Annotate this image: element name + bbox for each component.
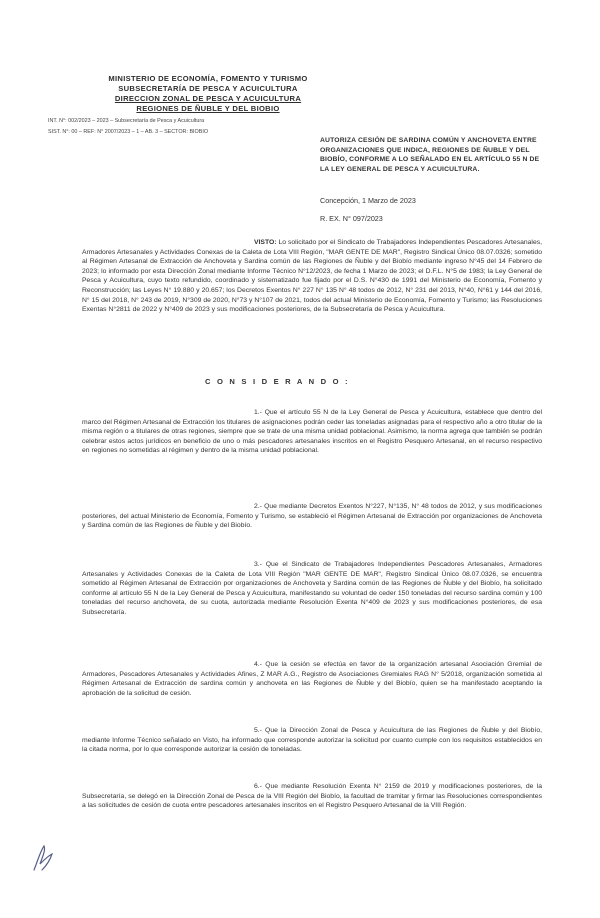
paragraph-text: 6.- Que mediante Resolución Exenta N° 2159 de 2019 y modificaciones posteriores, de la Subsecretaría, se delegó en la Dirección Zonal de Pesca de la VIII Región del Biobío, la facultad de tramitar y firmar las Resoluciones correspondientes a las solicitudes de cesión de cuota entre pescadores artesanales inscritos en el Registro Pesquero Artesanal de la VIII Región.	[82, 783, 542, 810]
letterhead-reference-2: SIST. N°: 00 – REF: N° 2007/2023 – 1 – AB. 3 – SECTOR: BIOBIO	[48, 129, 209, 135]
considerando-paragraph-3	[82, 560, 542, 618]
letterhead	[48, 74, 368, 136]
resolution-date: Concepción, 1 Marzo de 2023	[320, 196, 416, 205]
initials-signature	[30, 840, 58, 874]
resolution-number: R. EX. N° 097/2023	[320, 214, 383, 223]
letterhead-reference-1: INT. N°: 002/2023 – 2023 – Subsecretaría de Pesca y Acuicultura	[48, 118, 205, 124]
considerando-paragraph-6	[82, 782, 542, 811]
paragraph-text: 3.- Que el Sindicato de Trabajadores Independientes Pescadores Artesanales, Armadores Artesanales y Actividades Conexas de la Caleta de Lota VIII Región "MAR GENTE DE MAR", Registro Sindical Único 08.07.0326, se encuentra sometido al Régimen Artesanal de Extracción por organizaciones de Anchoveta y Sardina común de las Regiones de Ñuble y del Biobío, ha solicitado conforme al artículo 55 N de la Ley General de Pesca y Acuicultura, manifestando su voluntad de ceder 150 toneladas del recurso sardina común y 100 toneladas del recurso anchoveta, de su cuota, autorizada mediante Resolución Exenta N°409 de 2023 y sus modificaciones posteriores, de esa Subsecretaría.	[82, 561, 542, 616]
visto-section	[82, 238, 542, 315]
paragraph-text: 2.- Que mediante Decretos Exentos N°227, N°135, N° 48 todos de 2012, y sus modificaciones posteriores, del actual Ministerio de Economía, Fomento y Turismo, se estableció el Régimen Artesanal de Extracción por organizaciones de Anchoveta y Sardina común de las Regiones de Ñuble y del Biobío.	[82, 503, 542, 530]
considerando-paragraph-2	[82, 502, 542, 531]
considerando-paragraph-1	[82, 408, 542, 456]
paragraph-text: 5.- Que la Dirección Zonal de Pesca y Acuicultura de las Regiones de Ñuble y del Biobío, mediante Informe Técnico señalado en Visto, ha informado que corresponde autorizar la solicitud por cuanto cumple con los requisitos establecidos en la citada norma, por lo que corresponde autorizar la cesión de toneladas.	[82, 727, 542, 754]
visto-label: VISTO:	[254, 239, 277, 246]
considerando-paragraph-4	[82, 660, 542, 698]
letterhead-regions: REGIONES DE ÑUBLE Y DEL BIOBIO	[136, 104, 280, 113]
visto-text: Lo solicitado por el Sindicato de Trabajadores Independientes Pescadores Artesanales, Armadores Artesanales y Actividades Conexas de la Caleta de Lota VIII Región, "MAR GENTE DE MAR", Registro Sindical Único 08.07.0326; sometido al Régimen Artesanal de Extracción de Anchoveta y Sardina común de las Regiones de Ñuble y del Biobío mediante ingreso N°45 del 14 Febrero de 2023; lo informado por esta Dirección Zonal mediante Informe Técnico N°12/2023, de fecha 1 Marzo de 2023; el D.F.L. N°5 de 1983; la Ley General de Pesca y Acuicultura, cuyo texto refundido, coordinado y sistematizado fue fijado por el D.S. N°430 de 1991 del Ministerio de Economía, Fomento y Reconstrucción; las Leyes N° 19.880 y 20.657; los Decretos Exentos N° 227 N° 135 N° 48 todos de 2012, N° 231 del 2013, N°40, N°61 y 144 del 2016, N° 15 del 2018, N° 243 de 2019, N°309 de 2020, N°73 y N°107 de 2021, todos del actual Ministerio de Economía, Fomento y Turismo; las Resoluciones Exentas N°2811 de 2022 y N°409 de 2023 y sus modificaciones posteriores, de la Subsecretaría de Pesca y Acuicultura.	[82, 239, 543, 314]
letterhead-subsecretariat: SUBSECRETARÍA DE PESCA Y ACUICULTURA	[118, 84, 298, 93]
letterhead-ministry: MINISTERIO DE ECONOMÍA, FOMENTO Y TURISMO	[108, 74, 308, 83]
letterhead-direction: DIRECCION ZONAL DE PESCA Y ACUICULTURA	[114, 94, 302, 103]
resolution-title: AUTORIZA CESIÓN DE SARDINA COMÚN Y ANCHOVETA ENTRE ORGANIZACIONES QUE INDICA, REGIONES DE ÑUBLE Y DEL BIOBÍO, CONFORME A LO SEÑALADO EN EL ARTÍCULO 55 N DE LA LEY GENERAL DE PESCA Y ACUICULTURA.	[320, 137, 540, 173]
considerando-paragraph-5	[82, 726, 542, 755]
paragraph-text: 4.- Que la cesión se efectúa en favor de la organización artesanal Asociación Gremial de Armadores, Pescadores Artesanales y Actividades Afines, Z MAR A.G., Registro de Asociaciones Gremiales RAG N° 5/2018, organización sometida al Régimen Artesanal de Extracción de sardina común y anchoveta en las Regiones de Ñuble y del Biobío, quien se ha manifestado aceptando la aprobación de la solicitud de cesión.	[82, 661, 542, 697]
paragraph-text: 1.- Que el artículo 55 N de la Ley General de Pesca y Acuicultura, establece que dentro del marco del Régimen Artesanal de Extracción los titulares de asignaciones podrán ceder las toneladas asignadas para el respectivo año a otro titular de la misma región o a titulares de otras regiones, siempre que se trate de una misma unidad poblacional. Asimismo, la norma agrega que también se podrán celebrar estos actos jurídicos en beneficio de uno o más pescadores artesanales inscritos en el Registro Pesquero Artesanal, en el recurso respectivo en regiones no sometidas al régimen y dentro de la misma unidad poblacional.	[82, 409, 542, 455]
considerando-heading: C O N S I D E R A N D O :	[205, 377, 350, 386]
